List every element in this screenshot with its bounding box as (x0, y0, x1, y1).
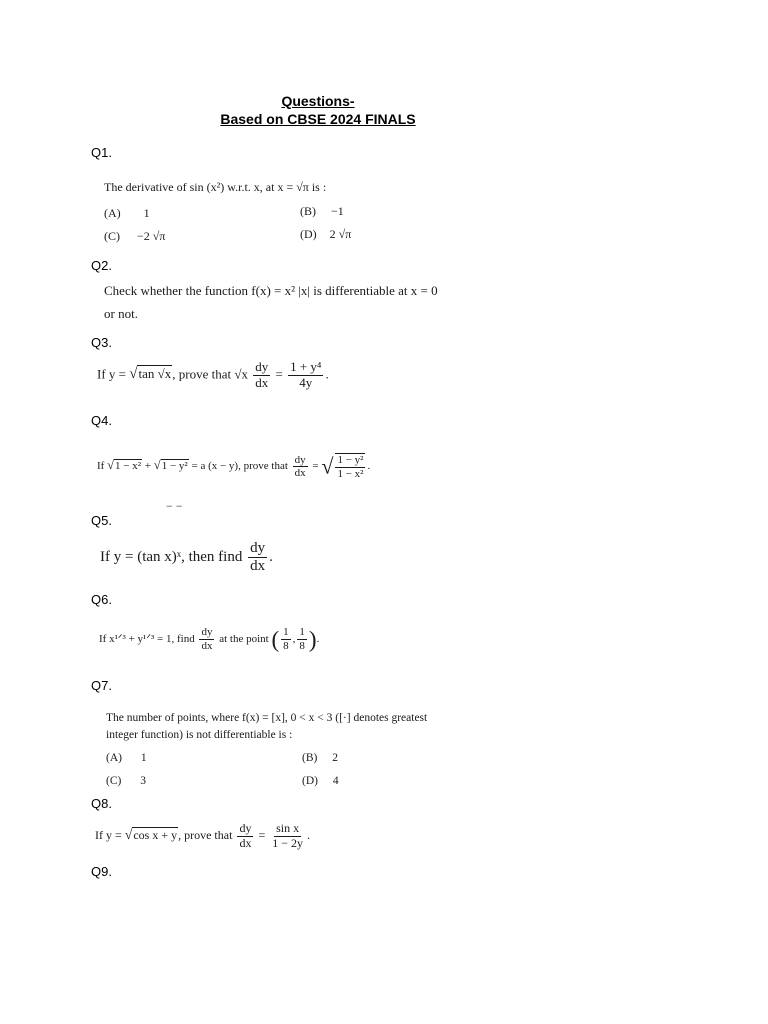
denominator: 8 (283, 640, 289, 652)
option-value: 1 (143, 206, 150, 220)
option-label: (C) (106, 775, 122, 787)
numerator: dy (248, 540, 267, 558)
denominator: dx (250, 558, 266, 575)
sqrt-expression: √1 − y² (153, 458, 188, 473)
question-number: Q3. (91, 335, 112, 350)
sqrt-expression: √tan √x (129, 366, 172, 383)
option-c (104, 229, 165, 244)
expr-text: + (144, 460, 152, 473)
option-label: (B) (302, 752, 318, 764)
numerator: sin x (276, 821, 300, 835)
point-y-fraction (297, 626, 307, 652)
option-b (300, 204, 344, 219)
radicand: cos x + y (133, 828, 178, 843)
numerator: dy (239, 821, 252, 835)
question-expression: If y = (tan x)ˣ, then find $\frac{dy}{dx}$ . (100, 540, 273, 575)
option-label: (B) (300, 204, 316, 218)
sqrt-expression: √1 − x² (107, 458, 142, 473)
expr-text: If y = (95, 828, 122, 843)
question-number: Q9. (91, 864, 112, 879)
derivative-fraction (253, 360, 270, 391)
sqrt-expression: √cos x + y (124, 827, 178, 843)
question-expression: If √1 − x² + √1 − y² = a (x − y), prove that $\frac{dy}{dx}$ = √ $\frac{\text{1 − y²}}{\text{1 − x²}}$ . (97, 453, 371, 480)
question-expression: If y = √cos x + y, prove that $\frac{dy}{dx}$ = $\frac{\text{sin x}}{1 - 2y}$ . (95, 821, 310, 850)
denominator: dx (294, 467, 306, 480)
question-expression: If x¹ᐟ³ + y¹ᐟ³ = 1, find $\frac{dy}{dx}$ at the point ( $\frac{1}{8}$ , $\frac{1}{8}$ ). (99, 626, 320, 652)
stray-mark: − − (166, 499, 183, 513)
option-value: 4 (332, 775, 339, 787)
result-fraction (270, 822, 305, 851)
expr-text: = a (x − y), prove that (191, 460, 288, 473)
option-b (302, 752, 338, 764)
option-a (104, 206, 150, 221)
page-subtitle: Based on CBSE 2024 FINALS (220, 111, 416, 127)
question-line: or not. (104, 306, 138, 321)
derivative-fraction (237, 822, 253, 851)
numerator: 1 − y² (337, 454, 364, 466)
question-number: Q4. (91, 413, 112, 428)
numerator: dy (201, 626, 213, 639)
result-fraction (335, 453, 365, 480)
option-c (106, 775, 146, 787)
expr-text: , prove that (178, 828, 233, 843)
question-number: Q5. (91, 513, 112, 528)
result-fraction (288, 360, 323, 391)
denominator: dx (255, 374, 269, 390)
option-a (106, 752, 147, 764)
numerator: dy (294, 453, 306, 466)
option-label: (D) (300, 227, 317, 241)
option-d (300, 227, 351, 242)
radicand: 1 − y² (161, 460, 188, 473)
expr-text: If x¹ᐟ³ + y¹ᐟ³ = 1, find (99, 633, 195, 646)
question-number: Q7. (91, 678, 112, 693)
expr-text: If (97, 460, 105, 473)
option-label: (D) (302, 775, 318, 787)
derivative-fraction (293, 454, 308, 480)
derivative-fraction (248, 540, 267, 576)
option-value: 3 (140, 775, 146, 787)
numerator: 1 + y⁴ (290, 359, 322, 374)
question-number: Q8. (91, 796, 112, 811)
option-d (302, 775, 339, 787)
expr-text: If y = (tan x)ˣ, then find (100, 549, 243, 566)
sqrt-expression: √ $\frac{\text{1 − y²}}{\text{1 − x²}}$ (321, 453, 364, 480)
radicand: tan √x (138, 366, 172, 382)
denominator: dx (201, 640, 213, 652)
numerator: 1 (299, 626, 305, 639)
option-label: (A) (106, 752, 122, 764)
question-stem: The derivative of sin (x²) w.r.t. x, at x = √π is : (104, 180, 327, 194)
denominator: 1 − 2y (272, 835, 303, 850)
option-value: 2 (332, 752, 338, 764)
denominator: dx (239, 835, 252, 850)
question-line: The number of points, where f(x) = [x], 0 < x < 3 ([·] denotes greatest (106, 712, 428, 724)
question-number: Q6. (91, 592, 112, 607)
denominator: 1 − x² (337, 467, 364, 480)
question-number: Q1. (91, 145, 112, 160)
point-x-fraction (281, 626, 291, 652)
option-value: −1 (331, 204, 344, 218)
expr-text: If y = (97, 366, 126, 382)
numerator: 1 (283, 626, 289, 639)
option-value: 2 √π (329, 227, 352, 241)
question-line: integer function) is not differentiable is : (106, 729, 293, 741)
numerator: dy (255, 359, 269, 374)
page-title: Questions- (281, 93, 355, 109)
denominator: 4y (299, 374, 313, 390)
radicand: 1 − x² (115, 460, 142, 473)
option-value: 1 (140, 752, 147, 764)
question-expression: If y = √tan √x, prove that √x $\frac{dy}{dx}$ = $\frac{\text{1 + y⁴}}{4y}$ . (97, 359, 329, 390)
derivative-fraction (199, 626, 214, 652)
option-label: (A) (104, 206, 121, 220)
denominator: 8 (299, 640, 305, 652)
option-value: −2 √π (137, 229, 166, 243)
question-number: Q2. (91, 258, 112, 273)
expr-text: , prove that √x (172, 366, 248, 382)
option-label: (C) (104, 229, 120, 243)
question-line: Check whether the function f(x) = x² |x| is differentiable at x = 0 (104, 283, 438, 298)
expr-text: at the point (219, 633, 269, 646)
